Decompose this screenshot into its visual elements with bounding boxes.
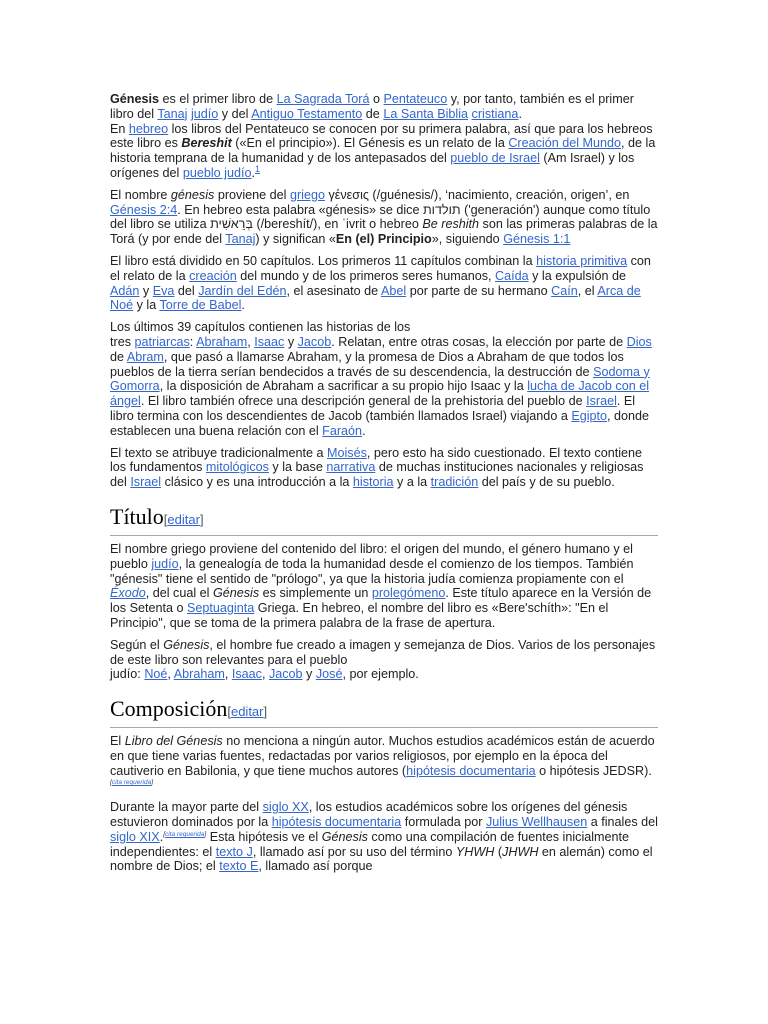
text-run: JHWH xyxy=(502,844,539,859)
intro-paragraph-4 xyxy=(110,320,658,438)
text-run: y del xyxy=(218,106,252,121)
text-run: del xyxy=(174,283,199,298)
text-run: (Am Israel) y los orígenes del xyxy=(110,151,635,180)
text-run: , el hombre fue creado a imagen y semejanza de Dios. Varios de los personajes de este libro son relevantes para el pueblo xyxy=(110,637,656,667)
text-run: y a la xyxy=(393,475,431,490)
wiki-link[interactable]: tradición xyxy=(430,475,479,490)
text-run: o xyxy=(369,92,384,106)
text-run: («En el principio»). El Génesis es un relato de la xyxy=(231,136,509,151)
text-run: y la expulsión de xyxy=(528,268,626,283)
text-run: a finales del xyxy=(587,815,658,830)
wiki-link[interactable]: Egipto xyxy=(571,408,608,423)
wiki-link[interactable]: siglo XIX xyxy=(110,829,160,844)
superscript xyxy=(151,779,153,786)
wiki-link[interactable]: Génesis 1:1 xyxy=(503,232,571,247)
composicion-paragraph-2 xyxy=(110,800,658,874)
wiki-link[interactable]: siglo XX xyxy=(262,800,309,815)
text-run: , por ejemplo. xyxy=(342,667,419,682)
wiki-link[interactable]: Creación del Mundo xyxy=(508,136,622,151)
wiki-link[interactable]: Caída xyxy=(495,268,529,283)
text-run: Génesis xyxy=(212,586,260,601)
text-run: proviene del xyxy=(214,187,290,202)
wiki-link[interactable]: Antiguo Testamento xyxy=(251,106,363,121)
text-run: , xyxy=(167,667,174,682)
wiki-link[interactable]: Tanaj xyxy=(157,106,188,121)
wiki-link[interactable]: Abram xyxy=(126,349,164,364)
wiki-link[interactable]: Jacob xyxy=(297,334,332,349)
intro-paragraph-5 xyxy=(110,446,658,490)
wiki-link[interactable]: pueblo de Israel xyxy=(450,151,540,166)
text-run: YHWH xyxy=(455,844,495,859)
text-run: , el xyxy=(577,283,598,298)
text-run: Be reshith xyxy=(422,217,480,232)
text-run: no menciona a ningún autor. Muchos estudios académicos están de acuerdo en que tiene varias fuentes, redactadas por varios religiosos, por ejemplo en la época del cautiverio en Babilonia, y que tiene muchos autores ( xyxy=(110,734,655,778)
text-run: , que pasó a llamarse Abraham, y la promesa de Dios a Abraham de que todos los pueblos de la tierra serían bendecidos a través de su descendencia, la destrucción de xyxy=(110,349,624,379)
text-run: tres xyxy=(110,334,135,349)
wiki-link[interactable]: Julius Wellhausen xyxy=(485,815,588,830)
text-run: , xyxy=(224,667,232,682)
superscript xyxy=(111,779,154,787)
edit-bracket-close: ] xyxy=(263,704,268,720)
wiki-link[interactable]: lucha de Jacob con el ángel xyxy=(110,379,650,409)
text-run: génesis xyxy=(170,187,215,202)
edit-link[interactable]: editar xyxy=(167,511,200,527)
text-run: El xyxy=(110,734,125,749)
text-run: en alemán) como el nombre de Dios; el xyxy=(110,844,653,874)
wiki-link[interactable]: Abraham xyxy=(196,334,248,349)
text-run: . El libro también ofrece una descripción general de la prehistoria del pueblo de xyxy=(140,394,587,409)
wiki-link[interactable]: Moisés xyxy=(327,445,367,460)
citation-bracket: [ xyxy=(163,830,166,838)
edit-bracket-close: ] xyxy=(199,511,204,527)
wiki-link[interactable]: Caín xyxy=(551,283,578,298)
text-run: El nombre griego proviene del contenido del libro: el origen del mundo, el género humano y el pueblo xyxy=(110,541,633,571)
wiki-link[interactable]: hipótesis documentaria xyxy=(406,763,536,778)
text-run: , llamado así porque xyxy=(258,859,373,874)
text-run: Bereshit xyxy=(181,136,232,151)
superscript xyxy=(255,164,260,174)
text-run: El nombre xyxy=(110,187,171,202)
edit-section-link-wrapper xyxy=(227,704,267,719)
text-run: , xyxy=(261,667,269,682)
citation-needed-link[interactable]: cita requerida xyxy=(111,779,152,787)
wiki-link[interactable]: griego xyxy=(289,187,325,202)
text-run: clásico y es una introducción a la xyxy=(161,475,353,490)
wiki-link[interactable]: Faraón xyxy=(322,423,363,438)
wiki-link[interactable]: Éxodo xyxy=(110,586,146,601)
text-run: . xyxy=(241,298,245,313)
text-run: y la xyxy=(133,298,160,313)
text-run: . Este título aparece en la Versión de los Setenta o xyxy=(110,586,652,616)
intro-paragraph-1 xyxy=(110,92,658,181)
text-run: . xyxy=(159,829,164,844)
text-run: , la genealogía de toda la humanidad desde el comienzo de los tiempos. También "génesis" tiene el sentido de "prólogo", ya que la historia judía comienza propiamente con el xyxy=(110,556,634,586)
section-heading-composicion xyxy=(110,696,658,728)
wiki-link[interactable]: Jacob xyxy=(268,667,303,682)
section-heading-titulo xyxy=(110,504,658,536)
text-run: Esta hipótesis ve el xyxy=(206,829,322,844)
text-run: ( xyxy=(494,844,503,859)
wiki-link[interactable]: texto J xyxy=(215,844,253,859)
intro-paragraph-2 xyxy=(110,188,658,247)
text-run: , donde establecen una buena relación con el xyxy=(110,408,650,438)
text-run: son las primeras palabras de la Torá (y por ende del xyxy=(110,217,658,247)
wiki-link[interactable]: prolegómeno xyxy=(371,586,446,601)
wiki-link[interactable]: hipótesis documentaria xyxy=(271,815,402,830)
edit-bracket-open: [ xyxy=(227,704,231,720)
wiki-link[interactable]: Génesis 2:4 xyxy=(110,202,178,217)
wiki-link[interactable]: Jardín del Edén xyxy=(198,283,287,298)
wiki-link[interactable]: historia primitiva xyxy=(536,253,628,268)
wiki-link[interactable]: pueblo judío xyxy=(182,165,252,180)
text-run: El texto se atribuye tradicionalmente a xyxy=(110,445,328,460)
wiki-link[interactable]: mitológicos xyxy=(205,460,269,475)
text-run: Génesis xyxy=(110,92,160,106)
article-body xyxy=(110,92,658,881)
wiki-link[interactable]: Isaac xyxy=(231,667,262,682)
text-run: es el primer libro de xyxy=(159,92,277,106)
text-run: del país y de su pueblo. xyxy=(478,475,615,490)
wiki-link[interactable]: Abel xyxy=(380,283,407,298)
wiki-link[interactable]: texto E xyxy=(219,859,259,874)
wiki-link[interactable]: Israel xyxy=(586,394,617,409)
wiki-link[interactable]: Israel xyxy=(130,475,162,490)
wiki-link[interactable]: cristiana xyxy=(471,106,519,121)
text-run: y xyxy=(302,667,316,682)
text-run: , pero esto ha sido cuestionado. El texto contiene los fundamentos xyxy=(110,445,643,475)
composicion-paragraph-1 xyxy=(110,734,658,793)
edit-bracket-open: [ xyxy=(163,511,168,527)
text-run: de muchas instituciones nacionales y religiosas del xyxy=(110,460,644,490)
text-run: Génesis xyxy=(163,637,210,652)
section-title: Título xyxy=(110,503,164,529)
text-run: : xyxy=(189,334,197,349)
text-run: . xyxy=(518,106,522,121)
text-run: . En hebreo esta palabra «génesis» se dice תולדות ('generación') aunque como título del libro se utiliza בְּרֵאשִׁית (/bereshít/), en ˈivrit o hebreo xyxy=(110,202,651,232)
text-run: ) y significan « xyxy=(255,232,336,247)
text-run: Griega. En hebreo, el nombre del libro es «Bere'schíth»: "En el Principio", que se toma de la primera palabra de la frase de apertura. xyxy=(110,601,609,630)
wiki-link[interactable]: Adán xyxy=(110,283,140,298)
wiki-link[interactable]: Sodoma y Gomorra xyxy=(110,364,650,394)
wiki-link[interactable]: José xyxy=(315,667,343,682)
intro-paragraph-3 xyxy=(110,254,658,313)
text-run: Según el xyxy=(110,637,164,652)
text-run: es simplemente un xyxy=(259,586,372,601)
text-run: y xyxy=(139,283,153,298)
titulo-paragraph-2 xyxy=(110,638,658,682)
wiki-link[interactable]: Noé xyxy=(144,667,168,682)
text-run: , llamado así por su uso del término xyxy=(252,844,456,859)
text-run: por parte de su hermano xyxy=(406,283,552,298)
text-run: y la base xyxy=(268,460,327,475)
wiki-link[interactable]: Septuaginta xyxy=(187,601,255,616)
text-run: o hipótesis JEDSR). xyxy=(535,763,652,778)
text-run: γένεσις (/guénesis/), ‘nacimiento, creación, origen’, en xyxy=(324,187,630,202)
wiki-link[interactable]: narrativa xyxy=(326,460,376,475)
text-run: Génesis xyxy=(321,829,368,844)
text-run: , del cual el xyxy=(145,586,213,601)
wiki-link[interactable]: historia xyxy=(352,475,394,490)
text-run: los libros del Pentateuco se conocen por su primera palabra, así que para los hebreos este libro es xyxy=(110,121,653,151)
wiki-link[interactable]: Abraham xyxy=(173,667,225,682)
text-run: . xyxy=(362,423,366,438)
edit-section-link-wrapper xyxy=(164,512,204,527)
text-run: como una compilación de fuentes inicialmente independientes: el xyxy=(110,829,630,859)
text-run: », siguiendo xyxy=(431,232,504,247)
text-run: , xyxy=(247,334,255,349)
wiki-link[interactable]: judío xyxy=(190,106,219,121)
text-run: y xyxy=(284,334,298,349)
wiki-link[interactable]: Torre de Babel xyxy=(159,298,242,313)
text-run: formulada por xyxy=(401,815,486,830)
wiki-link[interactable]: judío xyxy=(151,556,179,571)
footnote-link[interactable]: 1 xyxy=(254,163,260,174)
wiki-link[interactable]: creación xyxy=(189,268,237,283)
wiki-link[interactable]: Tanaj xyxy=(225,232,256,247)
text-run: del mundo y de los primeros seres humanos, xyxy=(236,268,496,283)
wiki-link[interactable]: Pentateuco xyxy=(383,92,448,106)
citation-bracket: [ xyxy=(110,779,112,787)
section-title: Composición xyxy=(110,696,228,722)
wiki-link[interactable]: hebreo xyxy=(128,121,169,136)
citation-needed-link[interactable]: cita requerida xyxy=(165,830,205,838)
text-run: . El libro termina con los descendientes de Jacob (también llamados Israel) viajando a xyxy=(110,394,636,423)
text-run: con el relato de la xyxy=(110,253,651,283)
wiki-link[interactable]: patriarcas xyxy=(134,334,190,349)
titulo-paragraph-1 xyxy=(110,542,658,631)
text-run: , la disposición de Abraham a sacrificar a su propio hijo Isaac y la xyxy=(159,379,528,394)
wiki-link[interactable]: Isaac xyxy=(254,334,285,349)
superscript xyxy=(165,830,207,838)
wiki-link[interactable]: La Sagrada Torá xyxy=(276,92,370,106)
text-run: El libro está dividido en 50 capítulos. Los primeros 11 capítulos combinan la xyxy=(110,253,537,268)
text-run: , el asesinato de xyxy=(286,283,381,298)
citation-bracket: ] xyxy=(151,779,154,787)
wiki-link[interactable]: La Santa Biblia xyxy=(383,106,469,121)
wiki-link[interactable]: Dios xyxy=(626,334,652,349)
text-run: Durante la mayor parte del xyxy=(110,800,263,815)
wiki-link[interactable]: Arca de Noé xyxy=(110,283,641,313)
edit-link[interactable]: editar xyxy=(230,704,264,720)
text-run: . xyxy=(251,165,255,180)
text-run: Libro del Génesis xyxy=(124,734,223,749)
text-run: . Relatan, entre otras cosas, la elección por parte de xyxy=(331,334,627,349)
text-run: En (el) Principio xyxy=(335,232,432,247)
wiki-link[interactable]: Eva xyxy=(152,283,175,298)
citation-bracket: ] xyxy=(204,830,207,838)
text-run: de xyxy=(110,349,127,364)
text-run: y, por tanto, también es el primer libro del xyxy=(110,92,634,121)
text-run: , de la historia temprana de la humanidad y de los antepasados del xyxy=(110,136,656,166)
text-run: En xyxy=(110,121,129,136)
text-run: de xyxy=(362,106,384,121)
text-run: judío: xyxy=(110,667,145,682)
text-run: , los estudios académicos sobre los orígenes del génesis estuvieron dominados por la xyxy=(110,800,628,830)
text-run: Los últimos 39 capítulos contienen las historias de los xyxy=(110,320,411,335)
